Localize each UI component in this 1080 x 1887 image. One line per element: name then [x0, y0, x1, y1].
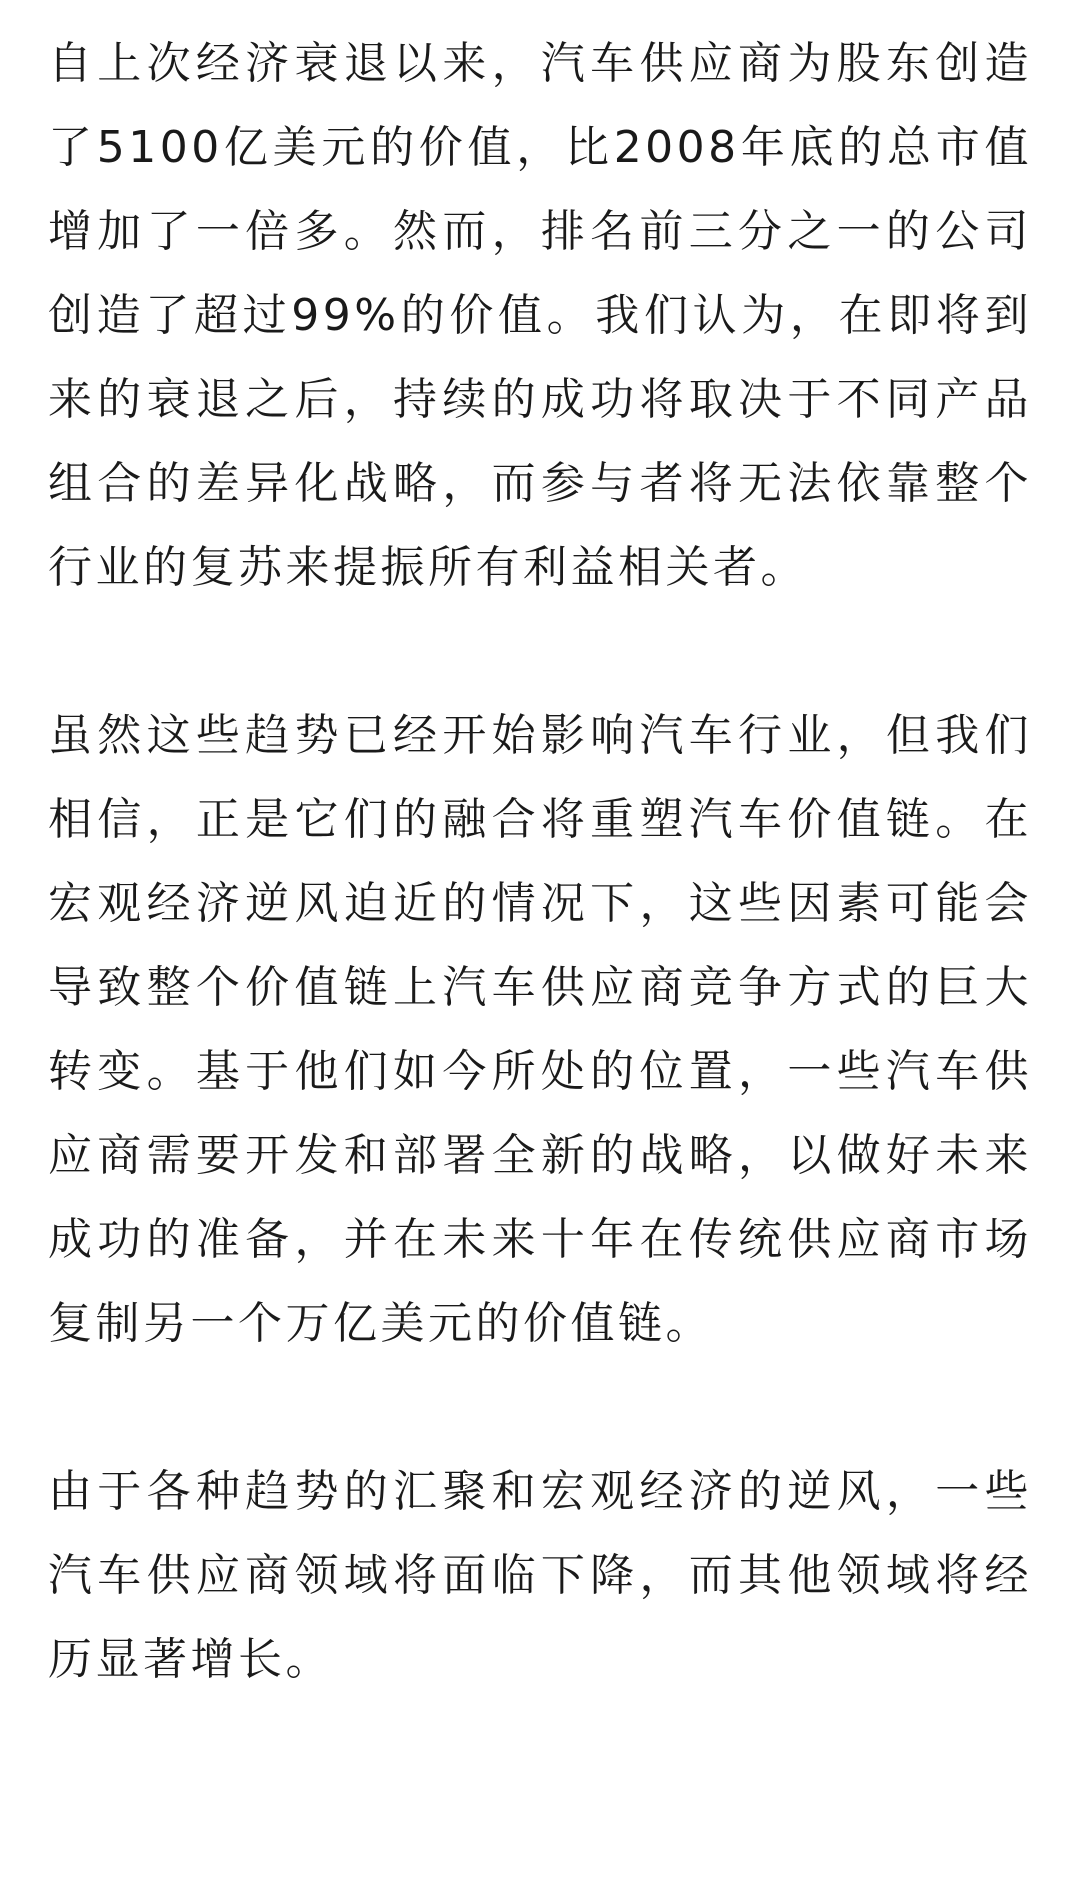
paragraph-segment-outlook: 由于各种趋势的汇聚和宏观经济的逆风，一些汽车供应商领域将面临下降，而其他领域将经历显著增长。 — [48, 1466, 1032, 1685]
paragraph-value-chain-reshaping: 虽然这些趋势已经开始影响汽车行业，但我们相信，正是它们的融合将重塑汽车价值链。在宏观经济逆风迫近的情况下，这些因素可能会导致整个价值链上汽车供应商竞争方式的巨大转变。基于他们如今所处的位置，一些汽车供应商需要开发和部署全新的战略，以做好未来成功的准备，并在未来十年在传统供应商市场复制另一个万亿美元的价值链。 — [48, 710, 1032, 1349]
article-body — [48, 22, 1032, 1702]
paragraph-value-creation: 自上次经济衰退以来，汽车供应商为股东创造了5100亿美元的价值，比2008年底的总市值增加了一倍多。然而，排名前三分之一的公司创造了超过99%的价值。我们认为，在即将到来的衰退之后，持续的成功将取决于不同产品组合的差异化战略，而参与者将无法依靠整个行业的复苏来提振所有利益相关者。 — [48, 38, 1032, 593]
